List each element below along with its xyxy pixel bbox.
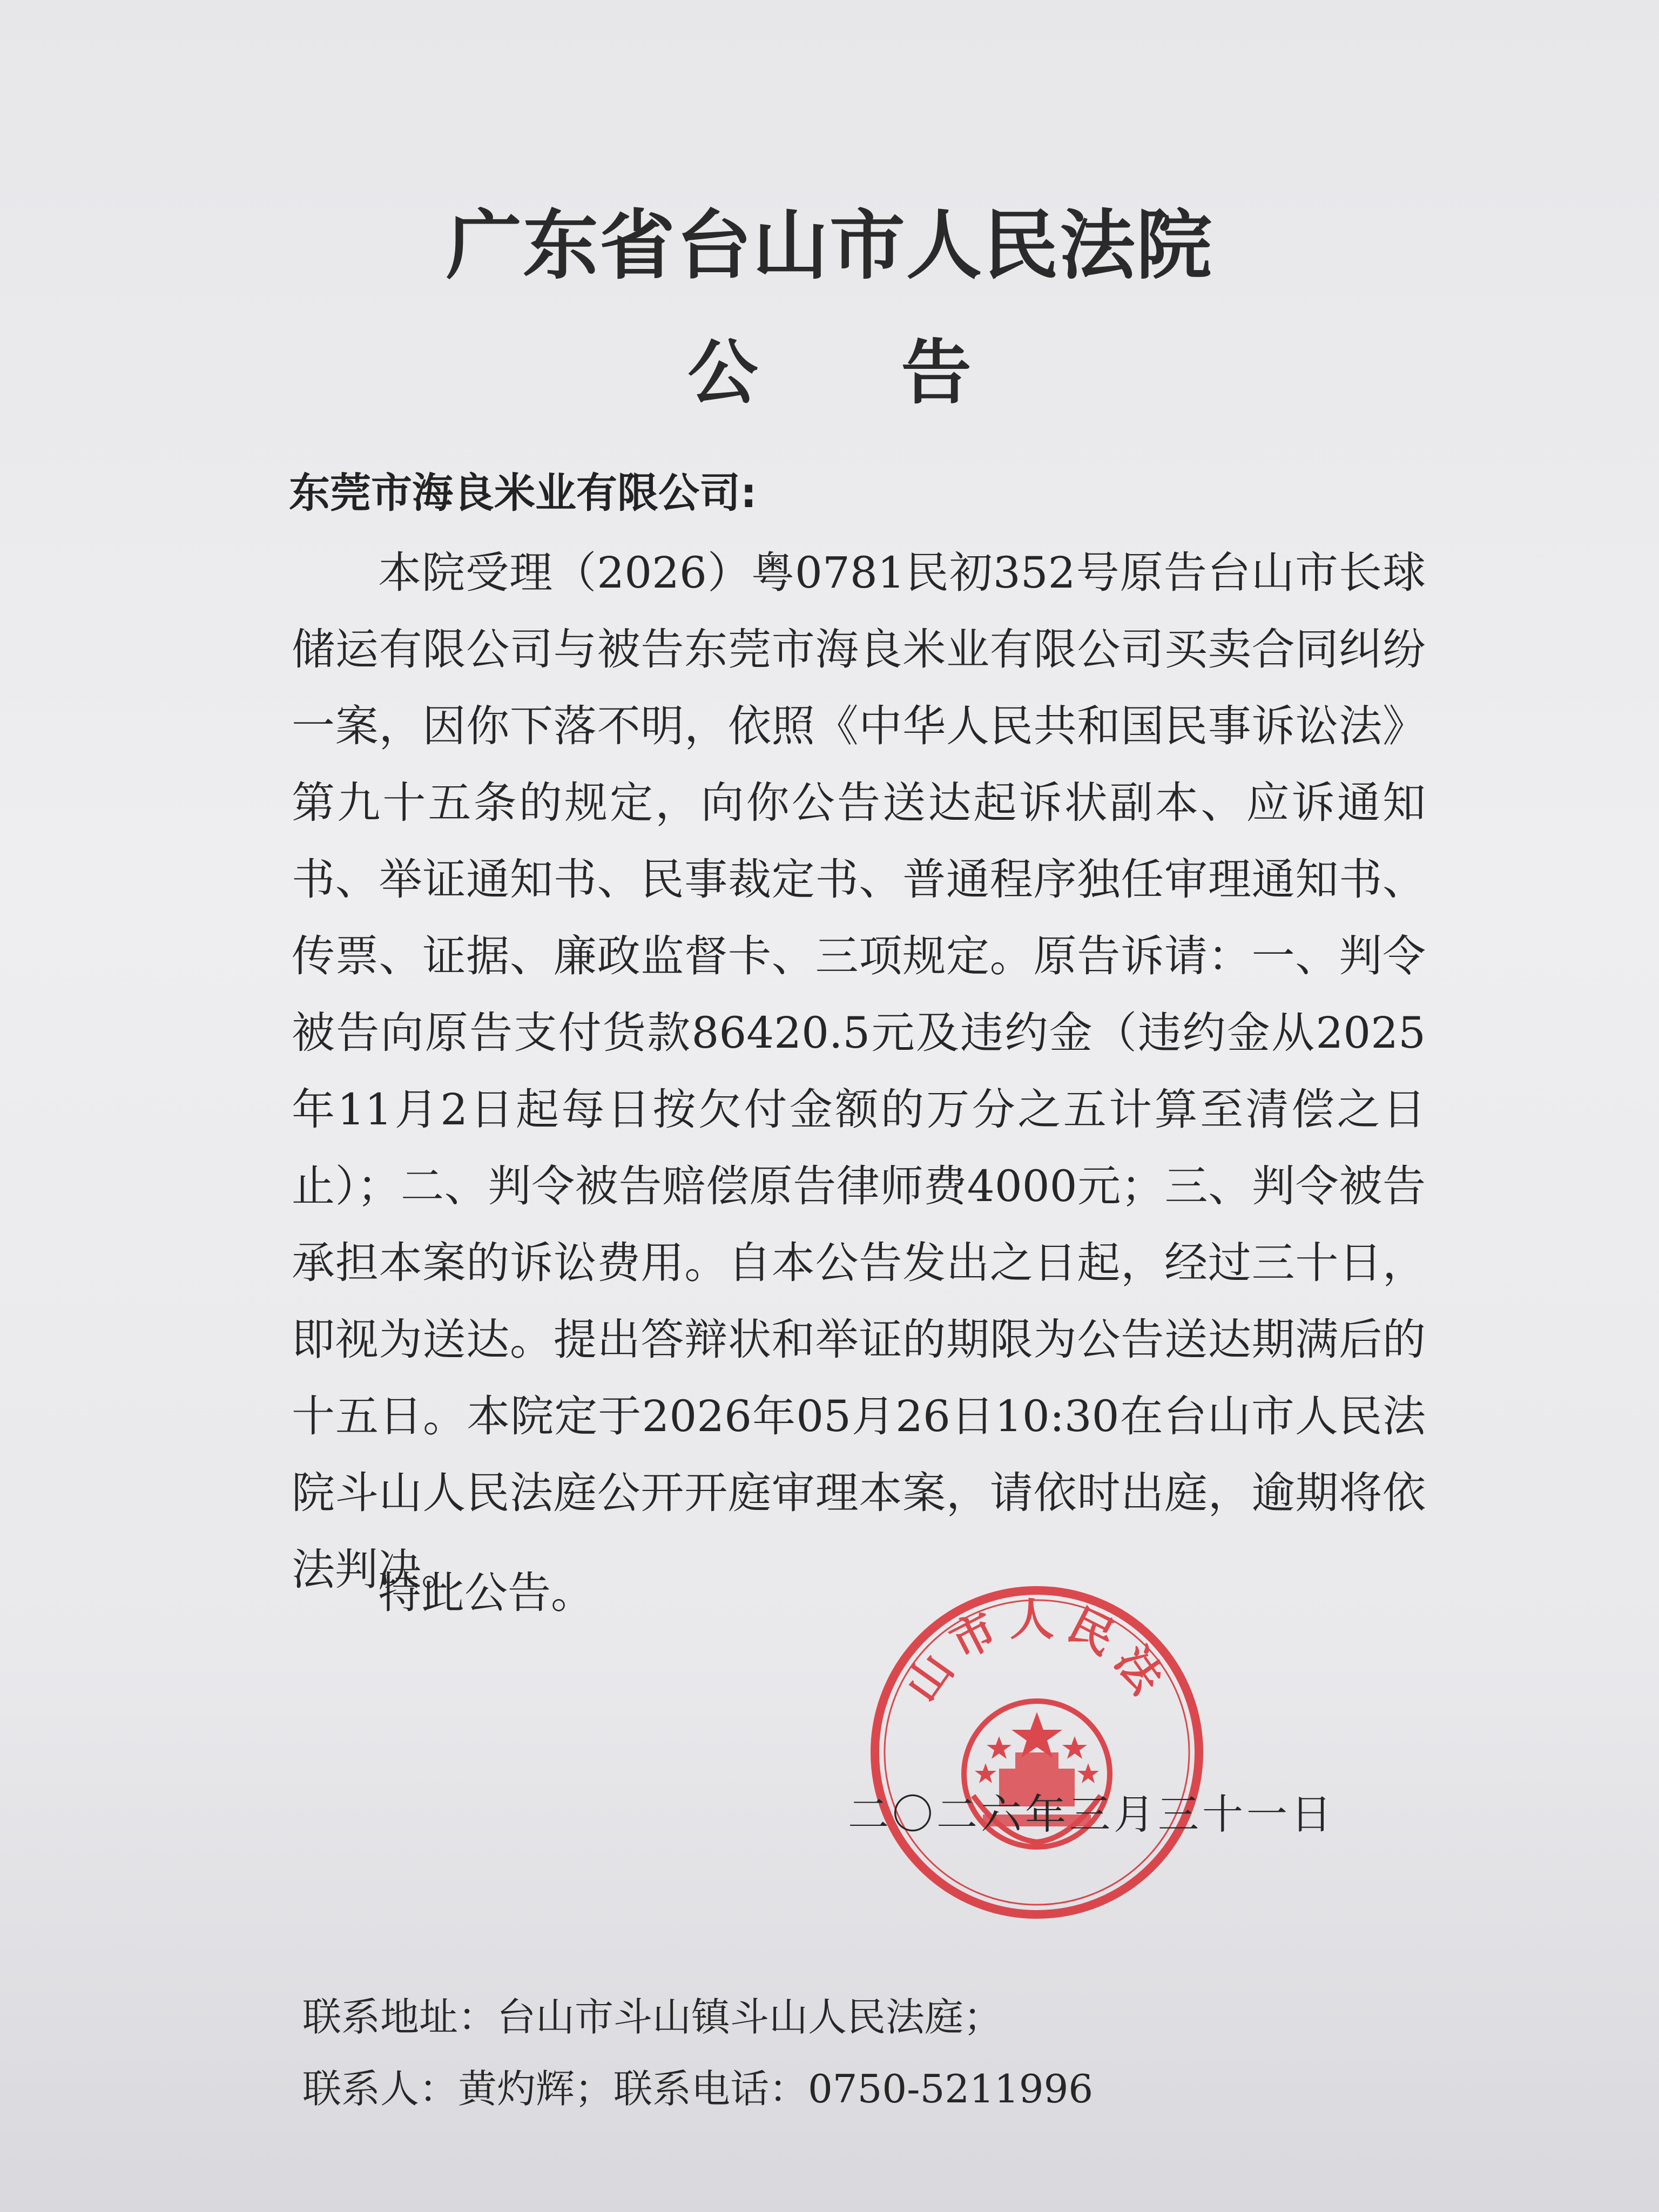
notice-title: 公 告 (687, 331, 1031, 414)
closing-phrase: 特此公告。 (378, 1568, 594, 1618)
notice-body: 本院受理（2026）粤0781民初352号原告台山市长球储运有限公司与被告东莞市海良米业有限公司买卖合同纠纷一案，因你下落不明，依照《中华人民共和国民事诉讼法》第九十五条的规定，向你公告送达起诉状副本、应诉通知书、举证通知书、民事裁定书、普通程序独任审理通知书、传票、证据、廉政监督卡、三项规定。原告诉请：一、判令被告向原告支付货款86420.5元及违约金（违约金从2025年11月2日起每日按欠付金额的万分之五计算至清偿之日止）；二、判令被告赔偿原告律师费4000元；三、判令被告承担本案的诉讼费用。自本公告发出之日起，经过三十日，即视为送达。提出答辩状和举证的期限为公告送达期满后的十五日。本院定于2026年05月26日10:30在台山市人民法院斗山人民法庭公开开庭审理本案，请依时出庭，逾期将依法判决。 (292, 548, 1426, 1595)
issue-date: 二〇二六年三月三十一日 (848, 1790, 1335, 1838)
court-name-heading: 广东省台山市人民法院 (446, 201, 1213, 290)
contact-person: 联系人：黄灼辉；联系电话：0750-5211996 (302, 2066, 1094, 2112)
addressee: 东莞市海良米业有限公司: (289, 469, 757, 517)
seal-text: 山市人民法 (895, 1594, 1179, 1711)
contact-address: 联系地址：台山市斗山镇斗山人民法庭； (302, 1994, 1003, 2040)
court-seal-icon (864, 1580, 1210, 1925)
